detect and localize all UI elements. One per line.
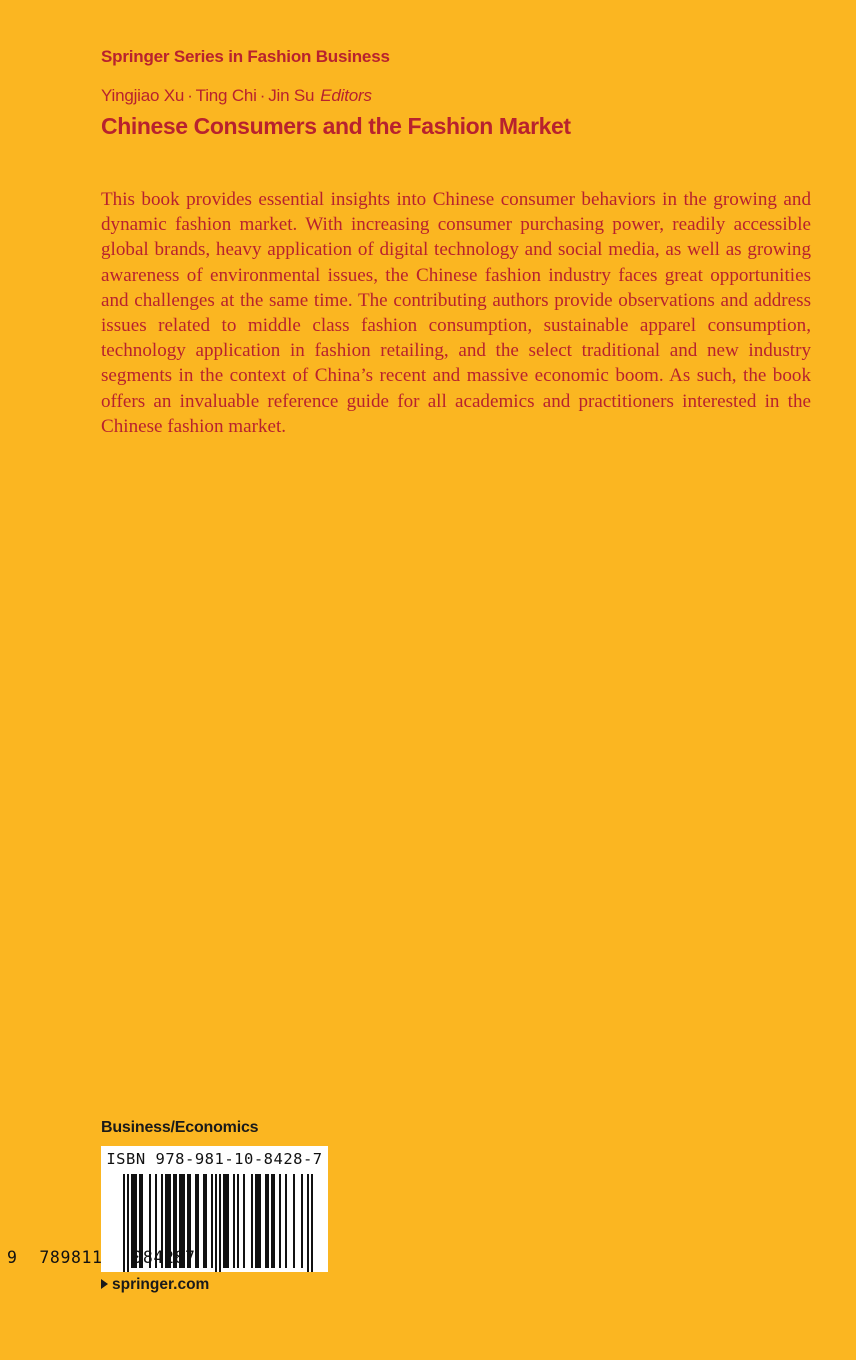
editor-name: Jin Su xyxy=(268,86,315,105)
editors-line xyxy=(101,86,372,106)
arrow-right-icon xyxy=(101,1279,108,1289)
barcode-bar xyxy=(227,1174,229,1268)
barcode-bar xyxy=(223,1174,225,1268)
ean-first-digit: 9 xyxy=(7,1248,17,1267)
ean-right-digits: 084287 xyxy=(132,1248,196,1267)
editor-separator: · xyxy=(259,86,266,105)
barcode-bar xyxy=(271,1174,273,1268)
barcode-bar xyxy=(219,1174,221,1272)
barcode-bar xyxy=(257,1174,259,1268)
barcode-bar xyxy=(307,1174,309,1272)
book-description: This book provides essential insights into Chinese consumer behaviors in the growing and dynamic fashion market. With increasing consumer purchasing power, readily accessible global brands, heavy application of digital technology and social media, as well as growing awareness of environmental issues, the Chinese fashion industry faces great opportunities and challenges at the same time. The contributing authors provide observations and address issues related to middle class fashion consumption, sustainable apparel consumption, technology application in fashion retailing, and the select traditional and new industry segments in the context of China’s recent and massive economic boom. As such, the book offers an invaluable reference guide for all academics and practitioners interested in the Chinese fashion market. xyxy=(101,189,811,437)
book-title: Chinese Consumers and the Fashion Market xyxy=(101,113,571,139)
website-label: springer.com xyxy=(112,1276,210,1293)
barcode-bar xyxy=(237,1174,239,1268)
barcode-bar xyxy=(243,1174,245,1268)
barcode-bar xyxy=(293,1174,295,1268)
barcode-bar xyxy=(273,1174,275,1268)
barcode-bar xyxy=(311,1174,313,1272)
editor-separator: · xyxy=(187,86,193,105)
barcode-bar xyxy=(285,1174,287,1268)
website-link[interactable] xyxy=(101,1276,209,1294)
barcode-bar xyxy=(225,1174,227,1268)
barcode-bar xyxy=(267,1174,269,1268)
series-name: Springer Series in Fashion Business xyxy=(101,47,390,66)
barcode-bar xyxy=(255,1174,257,1268)
barcode-bar xyxy=(215,1174,217,1272)
barcode-bar xyxy=(265,1174,267,1268)
subject-category: Business/Economics xyxy=(101,1119,259,1136)
barcode-bar xyxy=(211,1174,213,1268)
isbn-label: ISBN 978-981-10-8428-7 xyxy=(106,1150,323,1168)
barcode-bar xyxy=(251,1174,253,1268)
barcode-bar xyxy=(233,1174,235,1268)
ean-left-digits: 789811 xyxy=(39,1248,103,1267)
barcode-bar xyxy=(301,1174,303,1268)
barcode-bar xyxy=(259,1174,261,1268)
barcode-bar xyxy=(279,1174,281,1268)
editor-name: Yingjiao Xu xyxy=(101,86,185,105)
editors-role: Editors xyxy=(320,86,372,105)
editor-name: Ting Chi xyxy=(195,86,257,105)
